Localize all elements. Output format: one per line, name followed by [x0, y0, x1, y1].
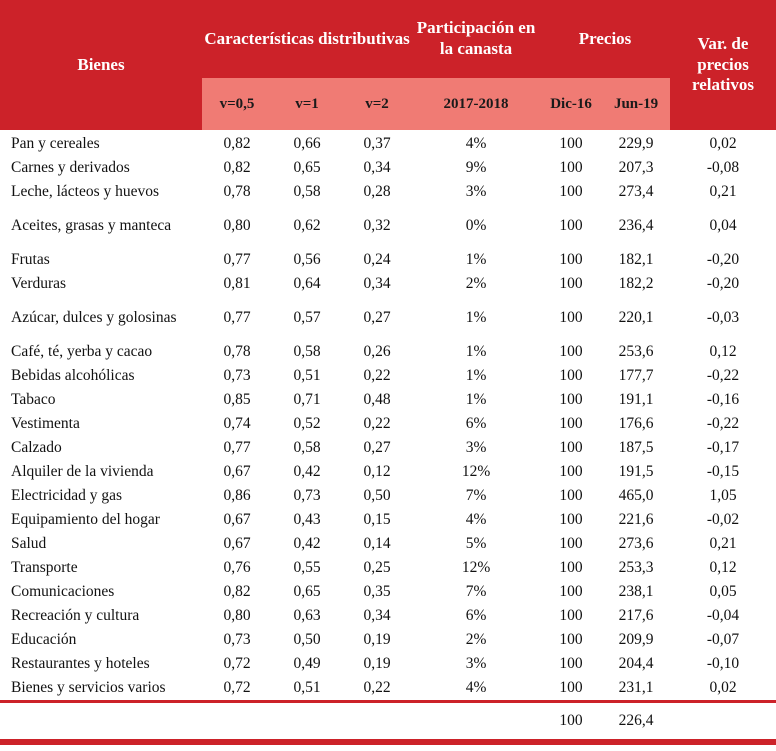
column-header-caracteristicas-distributivas: Características distributivas: [202, 0, 412, 78]
table-row: [0, 676, 776, 702]
jun19-value: 465,0: [602, 484, 670, 508]
table-row: [0, 484, 776, 508]
v1-value: 0,55: [272, 556, 342, 580]
dic16-value: 100: [540, 296, 602, 340]
total-dic16-value: 100: [540, 703, 602, 742]
total-v1-value: [272, 703, 342, 742]
v05-value: 0,73: [202, 364, 272, 388]
v1-value: 0,73: [272, 484, 342, 508]
var-precios-value: -0,16: [670, 388, 776, 412]
participacion-value: 4%: [412, 508, 540, 532]
total-participacion-value: [412, 703, 540, 742]
participacion-value: 2%: [412, 272, 540, 296]
total-jun19-value: 226,4: [602, 703, 670, 742]
table-row: [0, 412, 776, 436]
bien-label: Equipamiento del hogar: [0, 508, 202, 532]
total-var-precios-value: [670, 703, 776, 742]
v05-value: 0,80: [202, 604, 272, 628]
v2-value: 0,34: [342, 604, 412, 628]
v2-value: 0,34: [342, 156, 412, 180]
var-precios-value: 0,05: [670, 580, 776, 604]
jun19-value: 273,6: [602, 532, 670, 556]
participacion-value: 3%: [412, 180, 540, 204]
v2-value: 0,27: [342, 296, 412, 340]
v05-value: 0,82: [202, 130, 272, 156]
dic16-value: 100: [540, 604, 602, 628]
var-precios-value: -0,10: [670, 652, 776, 676]
v1-value: 0,62: [272, 204, 342, 248]
var-precios-value: -0,07: [670, 628, 776, 652]
dic16-value: 100: [540, 508, 602, 532]
v1-value: 0,66: [272, 130, 342, 156]
table-row: [0, 436, 776, 460]
jun19-value: 182,2: [602, 272, 670, 296]
v1-value: 0,50: [272, 628, 342, 652]
var-precios-value: -0,22: [670, 412, 776, 436]
total-row: [0, 703, 776, 742]
jun19-value: 217,6: [602, 604, 670, 628]
v05-value: 0,74: [202, 412, 272, 436]
subheader-v1: v=1: [272, 78, 342, 130]
v05-value: 0,78: [202, 340, 272, 364]
var-precios-value: 0,04: [670, 204, 776, 248]
jun19-value: 231,1: [602, 676, 670, 702]
dic16-value: 100: [540, 364, 602, 388]
v2-value: 0,19: [342, 628, 412, 652]
table-row: [0, 580, 776, 604]
var-precios-value: 0,21: [670, 180, 776, 204]
participacion-value: 12%: [412, 556, 540, 580]
v1-value: 0,51: [272, 676, 342, 702]
jun19-value: 238,1: [602, 580, 670, 604]
bien-label: Calzado: [0, 436, 202, 460]
v1-value: 0,58: [272, 340, 342, 364]
v2-value: 0,22: [342, 364, 412, 388]
table-row: [0, 272, 776, 296]
bien-label: Café, té, yerba y cacao: [0, 340, 202, 364]
v1-value: 0,56: [272, 248, 342, 272]
participacion-value: 4%: [412, 676, 540, 702]
subheader-dic16: Dic-16: [540, 78, 602, 130]
participacion-value: 6%: [412, 604, 540, 628]
table-row: [0, 248, 776, 272]
v2-value: 0,35: [342, 580, 412, 604]
v05-value: 0,78: [202, 180, 272, 204]
participacion-value: 2%: [412, 628, 540, 652]
v05-value: 0,82: [202, 580, 272, 604]
total-v2-value: [342, 703, 412, 742]
dic16-value: 100: [540, 652, 602, 676]
dic16-value: 100: [540, 556, 602, 580]
v2-value: 0,22: [342, 676, 412, 702]
total-bien-label: [0, 703, 202, 742]
v1-value: 0,49: [272, 652, 342, 676]
v2-value: 0,14: [342, 532, 412, 556]
v1-value: 0,58: [272, 436, 342, 460]
dic16-value: 100: [540, 204, 602, 248]
v1-value: 0,71: [272, 388, 342, 412]
var-precios-value: -0,02: [670, 508, 776, 532]
v1-value: 0,63: [272, 604, 342, 628]
v05-value: 0,73: [202, 628, 272, 652]
participacion-value: 4%: [412, 130, 540, 156]
var-precios-value: 0,02: [670, 676, 776, 702]
v05-value: 0,77: [202, 436, 272, 460]
dic16-value: 100: [540, 272, 602, 296]
participacion-value: 1%: [412, 388, 540, 412]
var-precios-value: -0,20: [670, 272, 776, 296]
var-precios-value: -0,04: [670, 604, 776, 628]
v2-value: 0,19: [342, 652, 412, 676]
table-row: [0, 204, 776, 248]
table-row: [0, 130, 776, 156]
jun19-value: 209,9: [602, 628, 670, 652]
jun19-value: 191,5: [602, 460, 670, 484]
total-v05-value: [202, 703, 272, 742]
subheader-v05: v=0,5: [202, 78, 272, 130]
dic16-value: 100: [540, 340, 602, 364]
bien-label: Recreación y cultura: [0, 604, 202, 628]
v1-value: 0,58: [272, 180, 342, 204]
var-precios-value: -0,03: [670, 296, 776, 340]
var-precios-value: 0,12: [670, 340, 776, 364]
jun19-value: 253,6: [602, 340, 670, 364]
bien-label: Bebidas alcohólicas: [0, 364, 202, 388]
bien-label: Alquiler de la vivienda: [0, 460, 202, 484]
v05-value: 0,67: [202, 508, 272, 532]
jun19-value: 204,4: [602, 652, 670, 676]
table-row: [0, 604, 776, 628]
v1-value: 0,64: [272, 272, 342, 296]
v1-value: 0,57: [272, 296, 342, 340]
dic16-value: 100: [540, 180, 602, 204]
v2-value: 0,34: [342, 272, 412, 296]
subheader-periodo-canasta: 2017-2018: [412, 78, 540, 130]
dic16-value: 100: [540, 460, 602, 484]
jun19-value: 182,1: [602, 248, 670, 272]
table-row: [0, 340, 776, 364]
participacion-value: 9%: [412, 156, 540, 180]
v2-value: 0,12: [342, 460, 412, 484]
participacion-value: 3%: [412, 652, 540, 676]
table-row: [0, 628, 776, 652]
bien-label: Educación: [0, 628, 202, 652]
v05-value: 0,72: [202, 652, 272, 676]
v1-value: 0,65: [272, 156, 342, 180]
participacion-value: 12%: [412, 460, 540, 484]
v2-value: 0,27: [342, 436, 412, 460]
v2-value: 0,26: [342, 340, 412, 364]
bien-label: Carnes y derivados: [0, 156, 202, 180]
bien-label: Azúcar, dulces y golosinas: [0, 296, 202, 340]
table-row: [0, 364, 776, 388]
column-header-participacion-canasta: Participación en la canasta: [412, 0, 540, 78]
v1-value: 0,43: [272, 508, 342, 532]
participacion-value: 7%: [412, 580, 540, 604]
jun19-value: 177,7: [602, 364, 670, 388]
bien-label: Tabaco: [0, 388, 202, 412]
dic16-value: 100: [540, 628, 602, 652]
table-row: [0, 460, 776, 484]
v2-value: 0,37: [342, 130, 412, 156]
jun19-value: 221,6: [602, 508, 670, 532]
participacion-value: 3%: [412, 436, 540, 460]
v05-value: 0,85: [202, 388, 272, 412]
v1-value: 0,42: [272, 532, 342, 556]
table-row: [0, 388, 776, 412]
bien-label: Aceites, grasas y manteca: [0, 204, 202, 248]
v2-value: 0,48: [342, 388, 412, 412]
v2-value: 0,28: [342, 180, 412, 204]
v05-value: 0,77: [202, 248, 272, 272]
v1-value: 0,65: [272, 580, 342, 604]
var-precios-value: -0,20: [670, 248, 776, 272]
bien-label: Leche, lácteos y huevos: [0, 180, 202, 204]
bien-label: Transporte: [0, 556, 202, 580]
dic16-value: 100: [540, 130, 602, 156]
dic16-value: 100: [540, 248, 602, 272]
v2-value: 0,25: [342, 556, 412, 580]
table-row: [0, 296, 776, 340]
dic16-value: 100: [540, 412, 602, 436]
bien-label: Comunicaciones: [0, 580, 202, 604]
var-precios-value: -0,08: [670, 156, 776, 180]
column-header-precios: Precios: [540, 0, 670, 78]
bien-label: Verduras: [0, 272, 202, 296]
v05-value: 0,81: [202, 272, 272, 296]
bien-label: Vestimenta: [0, 412, 202, 436]
v05-value: 0,86: [202, 484, 272, 508]
table-row: [0, 652, 776, 676]
table-row: [0, 180, 776, 204]
participacion-value: 7%: [412, 484, 540, 508]
jun19-value: 253,3: [602, 556, 670, 580]
dic16-value: 100: [540, 676, 602, 702]
v05-value: 0,80: [202, 204, 272, 248]
dic16-value: 100: [540, 580, 602, 604]
jun19-value: 220,1: [602, 296, 670, 340]
table-row: [0, 156, 776, 180]
jun19-value: 236,4: [602, 204, 670, 248]
table-row: [0, 532, 776, 556]
v05-value: 0,67: [202, 532, 272, 556]
dic16-value: 100: [540, 436, 602, 460]
subheader-v2: v=2: [342, 78, 412, 130]
v2-value: 0,15: [342, 508, 412, 532]
bien-label: Frutas: [0, 248, 202, 272]
table-head: [0, 0, 776, 130]
participacion-value: 0%: [412, 204, 540, 248]
jun19-value: 176,6: [602, 412, 670, 436]
participacion-value: 1%: [412, 296, 540, 340]
table-body: [0, 130, 776, 745]
jun19-value: 273,4: [602, 180, 670, 204]
participacion-value: 1%: [412, 364, 540, 388]
table-row: [0, 508, 776, 532]
var-precios-value: 0,12: [670, 556, 776, 580]
header-group-row: [0, 0, 776, 78]
v2-value: 0,32: [342, 204, 412, 248]
jun19-value: 187,5: [602, 436, 670, 460]
bien-label: Bienes y servicios varios: [0, 676, 202, 702]
jun19-value: 191,1: [602, 388, 670, 412]
participacion-value: 6%: [412, 412, 540, 436]
v1-value: 0,42: [272, 460, 342, 484]
column-header-bienes: Bienes: [0, 0, 202, 130]
bien-label: Salud: [0, 532, 202, 556]
v2-value: 0,50: [342, 484, 412, 508]
dic16-value: 100: [540, 388, 602, 412]
v05-value: 0,72: [202, 676, 272, 702]
column-header-var-precios-relativos: Var. de precios relativos: [670, 0, 776, 130]
var-precios-value: 1,05: [670, 484, 776, 508]
table-bottom-rule: [0, 742, 776, 745]
var-precios-value: 0,21: [670, 532, 776, 556]
v1-value: 0,51: [272, 364, 342, 388]
v1-value: 0,52: [272, 412, 342, 436]
v05-value: 0,77: [202, 296, 272, 340]
v05-value: 0,76: [202, 556, 272, 580]
dic16-value: 100: [540, 484, 602, 508]
jun19-value: 229,9: [602, 130, 670, 156]
var-precios-value: -0,15: [670, 460, 776, 484]
participacion-value: 5%: [412, 532, 540, 556]
participacion-value: 1%: [412, 340, 540, 364]
v05-value: 0,67: [202, 460, 272, 484]
table-bottom-rule-cell: [0, 742, 776, 745]
bien-label: Pan y cereales: [0, 130, 202, 156]
var-precios-value: -0,17: [670, 436, 776, 460]
participacion-value: 1%: [412, 248, 540, 272]
table-row: [0, 556, 776, 580]
dic16-value: 100: [540, 156, 602, 180]
v2-value: 0,22: [342, 412, 412, 436]
bien-label: Restaurantes y hoteles: [0, 652, 202, 676]
v05-value: 0,82: [202, 156, 272, 180]
bien-label: Electricidad y gas: [0, 484, 202, 508]
dic16-value: 100: [540, 532, 602, 556]
v2-value: 0,24: [342, 248, 412, 272]
subheader-jun19: Jun-19: [602, 78, 670, 130]
var-precios-value: -0,22: [670, 364, 776, 388]
jun19-value: 207,3: [602, 156, 670, 180]
var-precios-value: 0,02: [670, 130, 776, 156]
